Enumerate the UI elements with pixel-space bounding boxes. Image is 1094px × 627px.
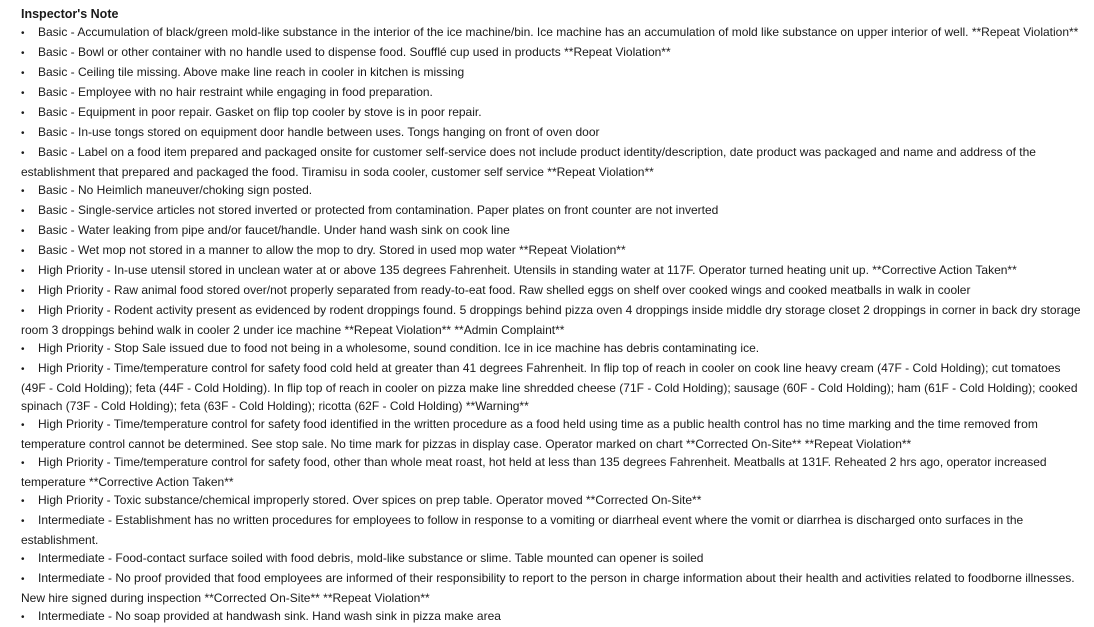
violation-item xyxy=(21,491,1088,511)
violation-text: High Priority - Time/temperature control for safety food identified in the written procedure as a food held using time as a public health control has no time marking and the time removed from temperature control cannot be determined. See stop sale. No time mark for pizzas in display case. Operator marked on chart **Corrected On-Site** **Repeat Violation** xyxy=(21,417,1038,451)
bullet-icon: • xyxy=(21,516,25,527)
bullet-icon: • xyxy=(21,458,25,469)
violation-item xyxy=(21,339,1088,359)
violation-text: High Priority - Rodent activity present as evidenced by rodent droppings found. 5 droppings behind pizza oven 4 droppings inside middle dry storage closet 2 droppings in corner in back dry storage room 3 droppings behind walk in cooler 2 under ice machine **Repeat Violation** **Admin Complaint** xyxy=(21,303,1081,337)
violation-text: Basic - Accumulation of black/green mold-like substance in the interior of the ice machine/bin. Ice machine has an accumulation of mold like substance on upper interior of well. **Repeat Violation** xyxy=(38,25,1079,39)
bullet-icon: • xyxy=(21,108,25,119)
bullet-icon: • xyxy=(21,68,25,79)
violation-text: High Priority - Toxic substance/chemical improperly stored. Over spices on prep table. Operator moved **Corrected On-Site** xyxy=(38,493,702,507)
bullet-icon: • xyxy=(21,286,25,297)
violation-text: Intermediate - No soap provided at handwash sink. Hand wash sink in pizza make area xyxy=(38,609,501,623)
bullet-icon: • xyxy=(21,496,25,507)
bullet-icon: • xyxy=(21,48,25,59)
violation-item xyxy=(21,607,1088,627)
violation-text: High Priority - Time/temperature control for safety food, other than whole meat roast, hot held at less than 135 degrees Fahrenheit. Meatballs at 131F. Reheated 2 hrs ago, operator increased temperature **Corrective Action Taken** xyxy=(21,455,1047,489)
violation-item xyxy=(21,241,1088,261)
violation-item xyxy=(21,221,1088,241)
bullet-icon: • xyxy=(21,226,25,237)
violation-text: Basic - Single-service articles not stored inverted or protected from contamination. Paper plates on front counter are not inverted xyxy=(38,203,719,217)
violation-item xyxy=(21,281,1088,301)
bullet-icon: • xyxy=(21,128,25,139)
violation-item xyxy=(21,143,1088,181)
bullet-icon: • xyxy=(21,266,25,277)
bullet-icon: • xyxy=(21,88,25,99)
violation-item xyxy=(21,23,1088,43)
violation-text: Basic - Equipment in poor repair. Gasket on flip top cooler by stove is in poor repair. xyxy=(38,105,482,119)
violation-item xyxy=(21,261,1088,281)
violation-item xyxy=(21,201,1088,221)
violation-item xyxy=(21,569,1088,607)
violation-text: Basic - In-use tongs stored on equipment door handle between uses. Tongs hanging on front of oven door xyxy=(38,125,600,139)
bullet-icon: • xyxy=(21,344,25,355)
violation-item xyxy=(21,549,1088,569)
violation-text: Intermediate - No proof provided that food employees are informed of their responsibility to report to the person in charge information about their health and activities related to foodborne illnesses. New hire signed during inspection **Corrected On-Site** **Repeat Violation** xyxy=(21,571,1075,605)
violation-item xyxy=(21,453,1088,491)
violation-item xyxy=(21,181,1088,201)
violation-text: High Priority - In-use utensil stored in unclean water at or above 135 degrees Fahrenheit. Utensils in standing water at 117F. Operator turned heating unit up. **Corrective Action Taken** xyxy=(38,263,1017,277)
violation-text: High Priority - Stop Sale issued due to food not being in a wholesome, sound condition. Ice in ice machine has debris contaminating ice. xyxy=(38,341,760,355)
violation-item xyxy=(21,359,1088,415)
violation-item xyxy=(21,83,1088,103)
bullet-icon: • xyxy=(21,306,25,317)
bullet-icon: • xyxy=(21,612,25,623)
violation-item xyxy=(21,511,1088,549)
violation-text: Intermediate - Food-contact surface soiled with food debris, mold-like substance or slime. Table mounted can opener is soiled xyxy=(38,551,704,565)
bullet-icon: • xyxy=(21,28,25,39)
bullet-icon: • xyxy=(21,420,25,431)
violation-list xyxy=(21,23,1088,627)
violation-text: Basic - Label on a food item prepared and packaged onsite for customer self-service does not include product identity/description, date product was packaged and name and address of the establishment that prepared and packaged the food. Tiramisu in soda cooler, customer self service **Repeat Violation** xyxy=(21,145,1036,179)
violation-text: High Priority - Time/temperature control for safety food cold held at greater than 41 degrees Fahrenheit. In flip top of reach in cooler on cook line heavy cream (47F - Cold Holding); cut tomatoes (49F - Cold Holding); feta (44F - Cold Holding). In flip top of reach in cooler on pizza make line shredded cheese (71F - Cold Holding); sausage (60F - Cold Holding); ham (61F - Cold Holding); cooked spinach (73F - Cold Holding); feta (63F - Cold Holding); ricotta (62F - Cold Holding) **Warning** xyxy=(21,361,1078,413)
violation-text: Basic - No Heimlich maneuver/choking sign posted. xyxy=(38,183,313,197)
violation-text: Intermediate - Establishment has no written procedures for employees to follow in response to a vomiting or diarrheal event where the vomit or diarrhea is discharged onto surfaces in the establishment. xyxy=(21,513,1024,547)
note-title: Inspector's Note xyxy=(21,7,119,21)
bullet-icon: • xyxy=(21,186,25,197)
violation-text: Basic - Employee with no hair restraint while engaging in food preparation. xyxy=(38,85,433,99)
violation-text: Basic - Ceiling tile missing. Above make line reach in cooler in kitchen is missing xyxy=(38,65,465,79)
bullet-icon: • xyxy=(21,148,25,159)
bullet-icon: • xyxy=(21,364,25,375)
violation-text: Basic - Wet mop not stored in a manner to allow the mop to dry. Stored in used mop water **Repeat Violation** xyxy=(38,243,626,257)
violation-item xyxy=(21,123,1088,143)
violation-item xyxy=(21,301,1088,339)
violation-item xyxy=(21,63,1088,83)
violation-text: Basic - Water leaking from pipe and/or faucet/handle. Under hand wash sink on cook line xyxy=(38,223,510,237)
violation-item xyxy=(21,415,1088,453)
violation-text: High Priority - Raw animal food stored over/not properly separated from ready-to-eat food. Raw shelled eggs on shelf over cooked wings and cooked meatballs in walk in cooler xyxy=(38,283,971,297)
violation-text: Basic - Bowl or other container with no handle used to dispense food. Soufflé cup used in products **Repeat Violation** xyxy=(38,45,671,59)
violation-item xyxy=(21,103,1088,123)
bullet-icon: • xyxy=(21,554,25,565)
bullet-icon: • xyxy=(21,206,25,217)
bullet-icon: • xyxy=(21,574,25,585)
bullet-icon: • xyxy=(21,246,25,257)
violation-item xyxy=(21,43,1088,63)
